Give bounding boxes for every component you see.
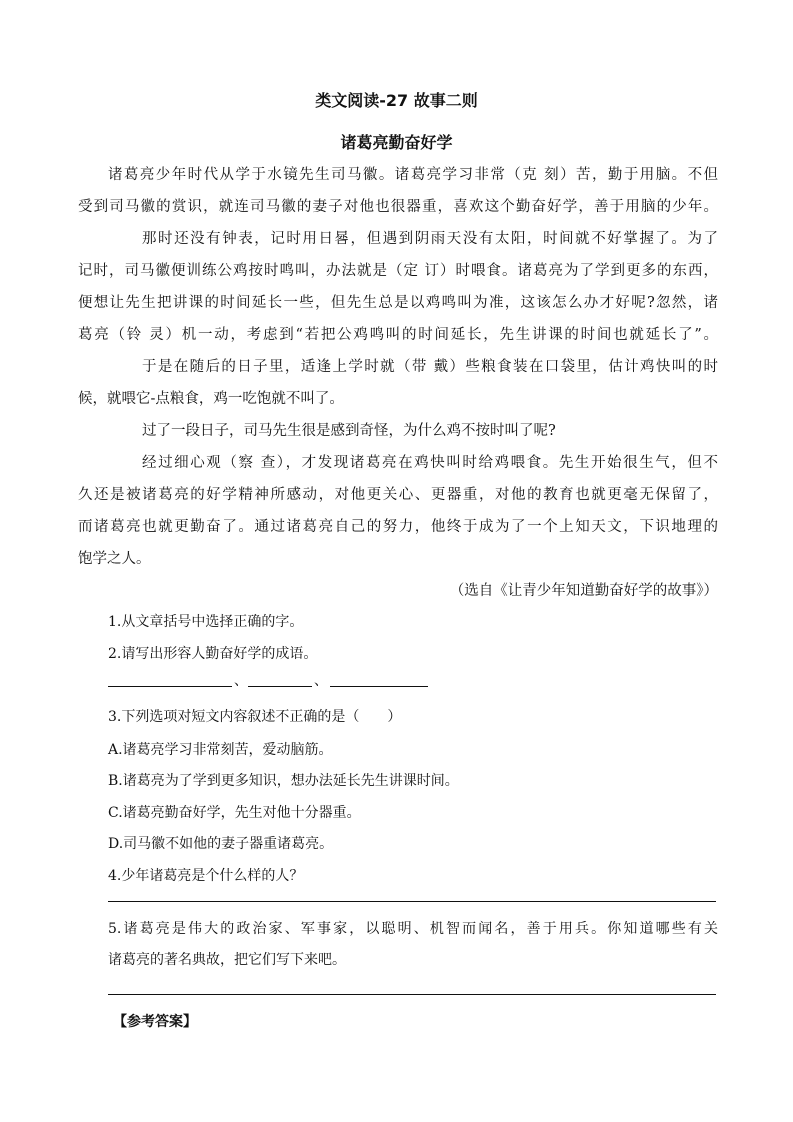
- answer-blank-3[interactable]: [330, 686, 428, 687]
- article-line: 于是在随后的日子里，适逢上学时就（带 戴）些粮食装在口袋里，估计鸡快叫的时: [142, 359, 718, 375]
- question-3-option-c: C.诸葛亮勤奋好学，先生对他十分器重。: [108, 805, 361, 821]
- article-line: 受到司马徽的赏识，就连司马徽的妻子对他也很器重，喜欢这个勤奋好学，善于用脑的少年。: [78, 199, 718, 215]
- answer-blank-2[interactable]: [248, 686, 312, 687]
- article-line: 而诸葛亮也就更勤奋了。通过诸葛亮自己的努力，他终于成为了一个上知天文，下识地理的: [78, 519, 718, 535]
- answer-blank-1[interactable]: [108, 686, 232, 687]
- article-line: 饱学之人。: [78, 551, 151, 567]
- blank-separator: 、: [234, 673, 248, 689]
- blank-separator: 、: [314, 673, 328, 689]
- article-line: 记时，司马徽便训练公鸡按时鸣叫，办法就是（定 订）时喂食。诸葛亮为了学到更多的东西，: [78, 263, 718, 279]
- article-source: （选自《让青少年知道勤奋好学的故事》）: [449, 583, 718, 599]
- question-5-line: 诸葛亮的著名典故，把它们写下来吧。: [108, 952, 346, 968]
- question-2: 2.请写出形容人勤奋好学的成语。: [108, 646, 318, 662]
- article-title: 诸葛亮勤奋好学: [340, 133, 453, 152]
- question-3-option-d: D.司马徽不如他的妻子器重诸葛亮。: [108, 836, 334, 852]
- question-5-line: 5.诸葛亮是伟大的政治家、军事家，以聪明、机智而闻名，善于用兵。你知道哪些有关: [108, 921, 718, 937]
- article-line: 便想让先生把讲课的时间延长一些，但先生总是以鸡鸣叫为准，这该怎么办才好呢?忽然，诸: [78, 295, 718, 311]
- question-1: 1.从文章括号中选择正确的字。: [108, 614, 304, 630]
- question-3-option-b: B.诸葛亮为了学到更多知识，想办法延长先生讲课时间。: [108, 773, 459, 789]
- article-line: 那时还没有钟表，记时用日晷，但遇到阴雨天没有太阳，时间就不好掌握了。为了: [142, 231, 718, 247]
- question-4: 4.少年诸葛亮是个什么样的人？: [108, 868, 304, 884]
- article-line: 经过细心观（察 查），才发现诸葛亮在鸡快叫时给鸡喂食。先生开始很生气，但不: [142, 455, 718, 471]
- question-3: 3.下列选项对短文内容叙述不正确的是（ ）: [108, 709, 402, 725]
- article-line: 候，就喂它-点粮食，鸡一吃饱就不叫了。: [78, 391, 344, 407]
- answer-key-heading: 【参考答案】: [113, 1014, 197, 1030]
- document-title: 类文阅读-27 故事二则: [315, 91, 478, 110]
- article-line: 诸葛亮少年时代从学于水镜先生司马徽。诸葛亮学习非常（克 刻）苦，勤于用脑。不但: [108, 167, 718, 183]
- article-line: 久还是被诸葛亮的好学精神所感动，对他更关心、更器重，对他的教育也就更毫无保留了，: [78, 487, 718, 503]
- question-3-option-a: A.诸葛亮学习非常刻苦，爱动脑筋。: [108, 742, 333, 758]
- answer-line-5[interactable]: [108, 994, 716, 995]
- answer-line-4[interactable]: [108, 901, 716, 902]
- article-line: 葛亮（铃 灵）机一动，考虑到“若把公鸡鸣叫的时间延长，先生讲课的时间也就延长了”。: [78, 327, 718, 343]
- article-line: 过了一段日子，司马先生很是感到奇怪，为什么鸡不按时叫了呢?: [142, 423, 556, 439]
